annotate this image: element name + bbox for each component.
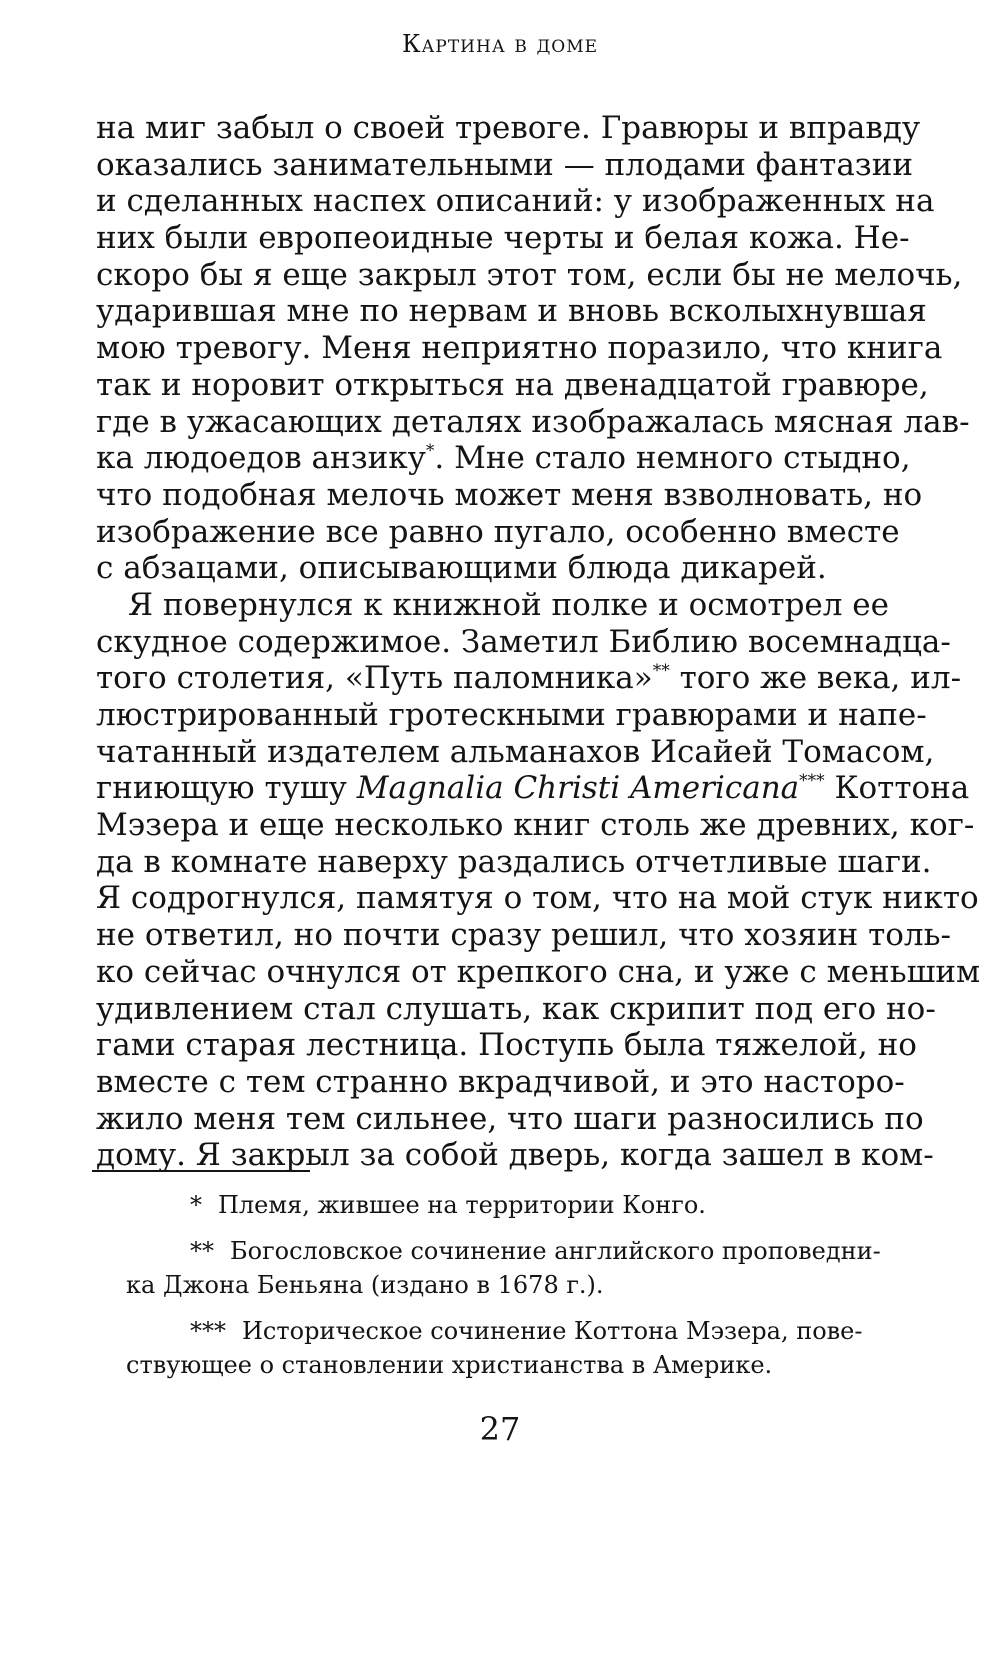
text-line: дому. Я закрыл за собой дверь, когда зашел в ком- [96,1137,934,1174]
text-segment: Коттона [824,770,970,807]
text-segment: того столетия, «Путь паломника» [96,660,653,697]
text-line: да в комнате наверху раздались отчетливые шаги. [96,843,932,880]
footnote-text: Богословское сочинение английского проповедни- [230,1237,881,1265]
footnote-divider [92,1170,310,1172]
text-line: с абзацами, описывающими блюда дикарей. [96,550,827,587]
text-line: не ответил, но почти сразу решил, что хозяин толь- [96,917,951,954]
footnote-mark: * [190,1191,202,1219]
text-line: оказались занимательными — плодами фантазии [96,146,914,183]
text-line [96,440,911,477]
footnote-1 [126,1188,844,1222]
footnote-marker-3: *** [799,771,825,792]
text-line: ударившая мне по нервам и вновь всколыхнувшая [96,293,927,330]
text-line: удивлением стал слушать, как скрипит под его но- [96,990,936,1027]
footnote-3 [126,1314,863,1382]
text-line: скудное содержимое. Заметил Библию восемнадца- [96,623,951,660]
page-number: 27 [479,1410,521,1448]
text-line: где в ужасающих деталях изображалась мясная лав- [96,403,970,440]
text-line: ко сейчас очнулся от крепкого сна, и уже с меньшим [96,953,981,990]
footnote-line [126,1314,863,1348]
text-segment: . Мне стало немного стыдно, [434,440,911,477]
text-line: и сделанных наспех описаний: у изображенных на [96,183,935,220]
text-line: них были европеоидные черты и белая кожа. Не- [96,220,910,257]
text-line: Мэзера и еще несколько книг столь же древних, ког- [96,807,975,844]
footnotes [126,1188,881,1394]
paragraph-2 [96,586,981,1174]
text-line: изображение все равно пугало, особенно вместе [96,513,900,550]
footnote-2 [126,1234,881,1302]
text-line: мою тревогу. Меня неприятно поразило, что книга [96,330,943,367]
text-line: чатанный издателем альманахов Исайей Томасом, [96,733,935,770]
text-line [96,770,970,807]
text-line: вместе с тем странно вкрадчивой, и это насторо- [96,1063,905,1100]
text-segment: гниющую тушу [96,770,357,807]
footnote-mark: *** [190,1317,226,1345]
text-line: гами старая лестница. Поступь была тяжелой, но [96,1027,917,1064]
text-line: что подобная мелочь может меня взволновать, но [96,476,923,513]
footnote-mark: ** [190,1237,214,1265]
text-segment: ка людоедов анзику [96,440,426,477]
text-line: так и норовит открыться на двенадцатой гравюре, [96,366,929,403]
footnote-text: Историческое сочинение Коттона Мэзера, пове- [242,1317,863,1345]
text-line [96,660,962,697]
paragraph-1 [96,110,970,587]
running-head: Картина в доме [401,30,599,58]
footnote-marker-2: ** [652,661,670,682]
text-segment: того же века, ил- [669,660,962,697]
body-text [96,110,981,1174]
book-title-italic: Magnalia Christi Americana [356,770,800,807]
text-line: жило меня тем сильнее, что шаги разносились по [96,1100,924,1137]
footnote-line [126,1188,844,1222]
text-line: на миг забыл о своей тревоге. Гравюры и вправду [96,110,921,146]
footnote-line [126,1234,881,1268]
text-line: скоро бы я еще закрыл этот том, если бы не мелочь, [96,256,963,293]
text-line: Я повернулся к книжной полке и осмотрел ее [128,586,889,623]
text-line: люстрированный гротескными гравюрами и напе- [96,697,927,733]
footnote-marker-1: * [425,441,435,462]
footnote-line: ка Джона Беньяна (издано в 1678 г.). [126,1271,604,1299]
text-line: Я содрогнулся, памятуя о том, что на мой стук никто [96,880,979,917]
footnote-line: ствующее о становлении христианства в Америке. [126,1351,773,1379]
footnote-text: Племя, жившее на территории Конго. [218,1191,706,1219]
